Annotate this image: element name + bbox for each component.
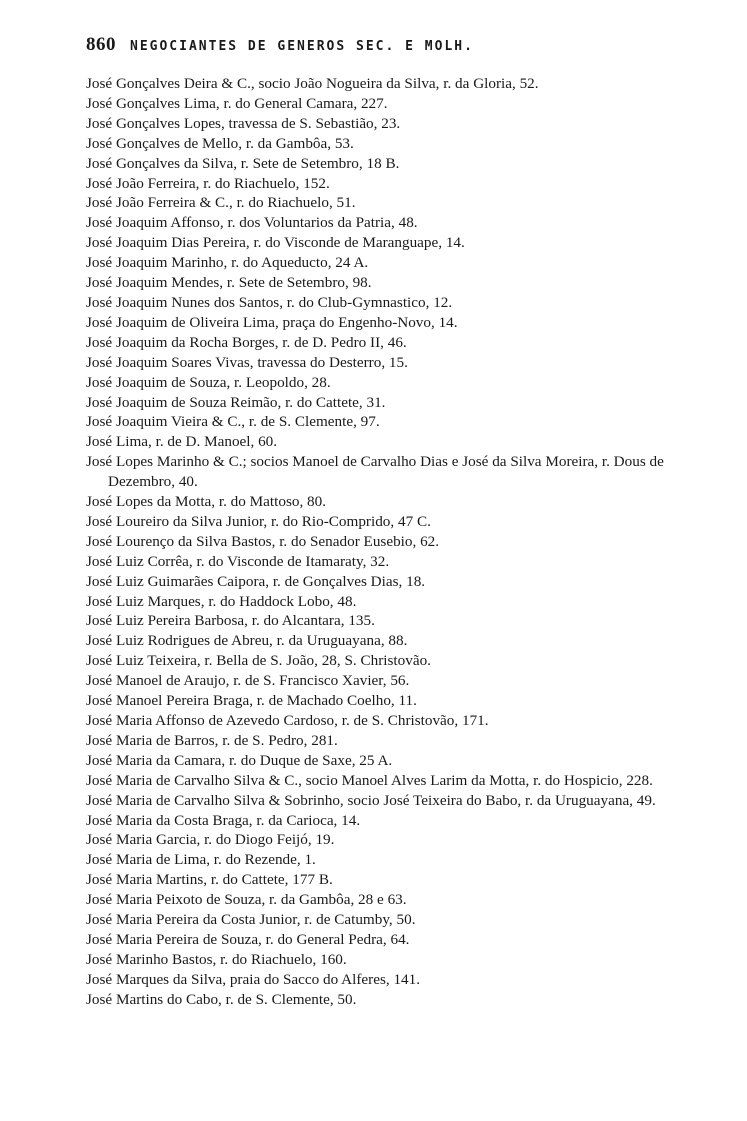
list-item: José Gonçalves de Mello, r. da Gambôa, 53. (86, 134, 354, 152)
list-item: José Maria Affonso de Azevedo Cardoso, r. de S. Christovão, 171. (86, 712, 489, 729)
list-item: José Joaquim Marinho, r. do Aqueducto, 24 A. (86, 254, 369, 272)
running-head: NEGOCIANTES DE GENEROS SEC. E MOLH. (130, 39, 474, 54)
list-item: José João Ferreira & C., r. do Riachuelo, 51. (86, 194, 356, 212)
list-item: José Maria Garcia, r. do Diogo Feijó, 19. (86, 831, 335, 849)
list-item: José João Ferreira, r. do Riachuelo, 152. (86, 174, 330, 192)
list-item: José Gonçalves da Silva, r. Sete de Setembro, 18 B. (86, 154, 400, 172)
list-item: José Marinho Bastos, r. do Riachuelo, 160. (86, 950, 347, 968)
list-item: José Maria Pereira de Souza, r. do General Pedra, 64. (86, 930, 410, 948)
list-item: José Lopes da Motta, r. do Mattoso, 80. (86, 493, 327, 511)
list-item: José Maria de Lima, r. do Rezende, 1. (86, 851, 316, 869)
list-item: José Maria da Camara, r. do Duque de Saxe, 25 A. (86, 751, 393, 769)
list-item: José Maria da Costa Braga, r. da Carioca, 14. (86, 811, 361, 829)
list-item: José Joaquim Affonso, r. dos Voluntarios da Patria, 48. (86, 214, 418, 232)
list-item: José Maria de Carvalho Silva & Sobrinho, socio José Teixeira do Babo, r. da Uruguayana, 49. (86, 791, 656, 809)
list-item: José Marques da Silva, praia do Sacco do Alferes, 141. (86, 970, 421, 988)
list-item: José Gonçalves Lopes, travessa de S. Sebastião, 23. (86, 114, 401, 132)
list-item: José Lima, r. de D. Manoel, 60. (86, 433, 278, 451)
list-item: José Luiz Teixeira, r. Bella de S. João, 28, S. Christovão. (86, 652, 431, 670)
list-item: José Luiz Marques, r. do Haddock Lobo, 48. (86, 592, 357, 610)
list-item: José Luiz Corrêa, r. do Visconde de Itamaraty, 32. (86, 552, 390, 570)
list-item: José Joaquim Soares Vivas, travessa do Desterro, 15. (86, 353, 408, 371)
list-item: José Joaquim de Souza, r. Leopoldo, 28. (86, 373, 331, 391)
list-item: José Maria Martins, r. do Cattete, 177 B. (86, 871, 333, 889)
list-item: José Maria Peixoto de Souza, r. da Gambôa, 28 e 63. (86, 891, 407, 909)
list-item: José Luiz Pereira Barbosa, r. do Alcantara, 135. (86, 612, 375, 630)
list-item: José Joaquim de Oliveira Lima, praça do Engenho-Novo, 14. (86, 313, 458, 331)
list-item: José Joaquim Dias Pereira, r. do Visconde de Maranguape, 14. (86, 234, 465, 252)
list-item: José Lopes Marinho & C.; socios Manoel de Carvalho Dias e José da Silva Moreira, r. Dous de Dezembro, 40. (86, 453, 664, 491)
list-item: José Lourenço da Silva Bastos, r. do Senador Eusebio, 62. (86, 532, 440, 550)
list-item: José Luiz Guimarães Caipora, r. de Gonçalves Dias, 18. (86, 572, 426, 590)
list-item: José Maria Pereira da Costa Junior, r. de Catumby, 50. (86, 911, 416, 929)
list-item: José Loureiro da Silva Junior, r. do Rio-Comprido, 47 C. (86, 512, 431, 530)
list-item: José Martins do Cabo, r. de S. Clemente, 50. (86, 990, 357, 1008)
list-item: José Joaquim Nunes dos Santos, r. do Club-Gymnastico, 12. (86, 293, 453, 311)
page-header (86, 34, 726, 60)
list-item: José Gonçalves Deira & C., socio João Nogueira da Silva, r. da Gloria, 52. (86, 75, 539, 92)
list-item: José Gonçalves Lima, r. do General Camara, 227. (86, 94, 388, 112)
list-item: José Manoel Pereira Braga, r. de Machado Coelho, 11. (86, 692, 417, 710)
merchant-list (86, 74, 726, 1010)
list-item: José Joaquim da Rocha Borges, r. de D. Pedro II, 46. (86, 333, 407, 351)
list-item: José Luiz Rodrigues de Abreu, r. da Uruguayana, 88. (86, 632, 408, 650)
list-item: José Manoel de Araujo, r. de S. Francisco Xavier, 56. (86, 672, 410, 690)
list-item: José Joaquim Mendes, r. Sete de Setembro, 98. (86, 274, 372, 292)
list-item: José Joaquim Vieira & C., r. de S. Clemente, 97. (86, 413, 380, 431)
page-number: 860 (86, 34, 116, 55)
list-item: José Joaquim de Souza Reimão, r. do Cattete, 31. (86, 393, 386, 411)
list-item: José Maria de Barros, r. de S. Pedro, 281. (86, 731, 338, 749)
list-item: José Maria de Carvalho Silva & C., socio Manoel Alves Larim da Motta, r. do Hospicio, 228. (86, 771, 653, 789)
